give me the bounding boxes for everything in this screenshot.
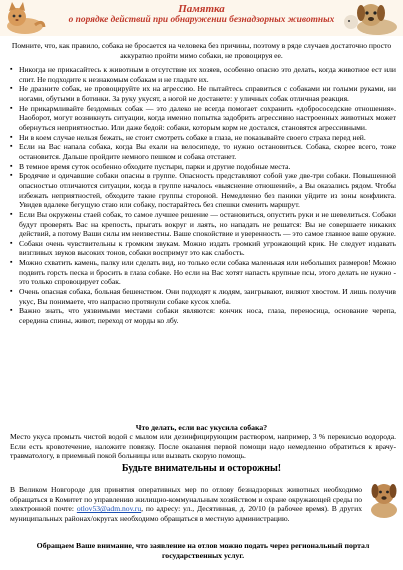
header-banner: [0, 0, 403, 36]
rule-item: ▪ Ни в коем случае нельзя бежать, не стоит смотреть собаке в глаза, не показывайте своего страха перед ней.: [10, 133, 396, 143]
dog-illustration-icon: [341, 0, 401, 36]
rule-item: ▪ Собаки очень чувствительны к громким звукам. Можно издать громкий угрожающий крик. Не следует издавать визгливых звуков высоких тонов, собаки воспримут это как слабость.: [10, 239, 396, 258]
bite-question-heading: Что делать, если вас укусила собака?: [135, 423, 268, 432]
contact-text-before: В Великом Новгороде для принятия оперативных мер по отлову безнадзорных животных необходимо обращаться в Комитет по управлению жилищно-коммунальным хозяйством и охране окружающей среды по электронной почте:: [10, 485, 362, 514]
email-link[interactable]: otlov53@adm.nov.ru: [76, 504, 142, 514]
rule-item: ▪ Важно знать, что уязвимыми местами собаки являются: кончик носа, глаза, переносица, основание черепа, середина спины, живот, переход от морды ко лбу.: [10, 306, 396, 325]
rules-list: [10, 65, 396, 326]
rule-item: ▪ Никогда не прикасайтесь к животным в отсутствие их хозяев, особенно опасно это делать, когда животное ест или спит. Не подходите к незнакомым собакам и не гладьте их.: [10, 65, 396, 84]
rule-item: ▪ Не прикармливайте бездомных собак — это далеко не всегда помогает сохранить «добрососедские отношения». Наоборот, могут возникнуть ситуации, когда именно попытка задобрить агрессивно настроенных животных может обернуться неприятностью. Или даже бедой: собаки, которым корм не достался, становятся агрессивными.: [10, 104, 396, 133]
rule-item: ▪ Очень опасная собака, больная бешенством. Они подходят к людям, заигрывают, виляют хвостом. И лишь получив укус, Вы понимаете, что напрасно протянули собаке кусок хлеба.: [10, 287, 396, 306]
intro-paragraph: Помните, что, как правило, собака не бросается на человека без причины, поэтому в ряде случаев достаточно просто аккуратно пройти мимо собаки, не провоцируя ее.: [11, 41, 392, 60]
rule-item: ▪ Если Вы окружены стаей собак, то самое лучшее решение — остановиться, опустить руки и не шевелиться. Собаки будут проверять Вас на крепость, прыгать вокруг и лаять, но нападать не решатся: Вы не совершаете никаких действий, а потому Ваши силы им неизвестны. Ваше спокойствие и уверенность — это самое главное ваше оружие.: [10, 210, 396, 239]
bite-answer-paragraph: Место укуса промыть чистой водой с мылом или дезинфицирующим раствором, например, 3 % перекисью водорода. Если есть кровотечение, наложите повязку. После оказания первой помощи надо немедленно обратиться к врачу-травматологу, в приемный покой больницы или вызвать скорую помощь.: [10, 432, 396, 461]
footer-note: Обращаем Ваше внимание, что заявление на отлов можно подать через региональный портал государственных услуг.: [36, 541, 370, 560]
memo-title: Памятка: [178, 3, 225, 15]
rule-item: ▪ В темное время суток особенно обходите пустыри, парки и другие подобные места.: [10, 162, 396, 172]
contact-text-after: , по адресу: ул., Десятинная, д. 20/10 (в рабочее время). В других муниципальных районах/округах необходимо обращаться в местную администрацию.: [10, 504, 362, 523]
rule-item: ▪ Бродячие и одичавшие собаки опасны в группе. Опасность представляют собой уже две-три собаки. Повышенной опасностью отличаются ситуации, когда в группе началось «выяснение отношений», а Вы оказались рядом. Чтобы избежать неприятностей, обходите такие группы стороной. Немедленно без паники уйдите из зоны конфликта. Увидев вдалеке бегущую стаю или собаку, постарайтесь без спешки сменить маршрут.: [10, 171, 396, 210]
careful-slogan: Будьте внимательны и осторожны!: [121, 463, 282, 474]
rule-item: ▪ Можно схватить камень, палку или сделать вид, но только если собака маленькая или небольших размеров! Можно подвить горсть песка и бросить в глаза собаке. Но если на Вас хотят напасть крупные псы, этого делать не нужно - это только спровоцирует собак.: [10, 258, 396, 287]
rule-item: ▪ Не дразните собак, не провоцируйте их на агрессию. Не пытайтесь справиться с собаками ни голыми руками, ни ногами, обутыми в ботинки. За руку укусят, а ногой не достанете: у уличных собак отличная реакция.: [10, 84, 396, 103]
contact-paragraph: [10, 485, 362, 524]
rule-item: ▪ Если на Вас напала собака, когда Вы ехали на велосипеде, то нужно остановиться. Собака, скорее всего, тоже остановится. Дальше пройдите немного пешком и собака отстанет.: [10, 142, 396, 161]
memo-subtitle: о порядке действий при обнаружении безнадзорных животных: [68, 15, 335, 25]
small-dog-illustration-icon: [367, 476, 401, 520]
